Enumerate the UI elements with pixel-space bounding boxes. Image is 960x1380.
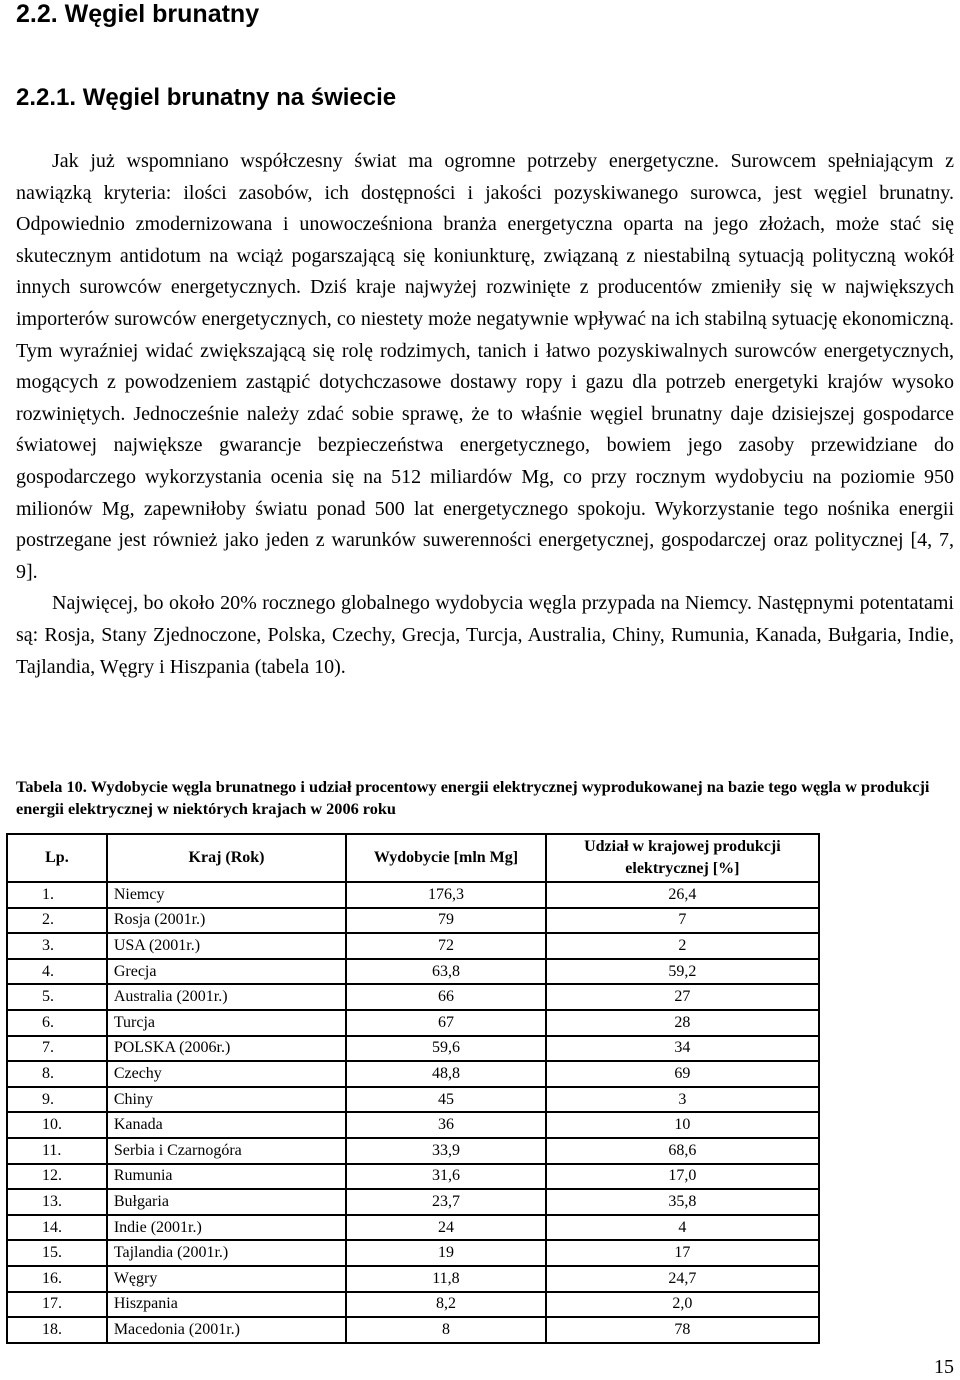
data-table [6, 833, 820, 1344]
cell-kraj: Rosja (2001r.) [107, 908, 346, 934]
table-row [7, 1266, 819, 1292]
table-row [7, 1061, 819, 1087]
cell-wydobycie: 48,8 [346, 1061, 546, 1087]
table-caption: Tabela 10. Wydobycie węgla brunatnego i udział procentowy energii elektrycznej wyprodukowanej na bazie tego węgla w produkcji energii elektrycznej w niektórych krajach w 2006 roku [16, 777, 930, 818]
cell-udzial: 3 [546, 1087, 819, 1113]
table-header-row [7, 834, 819, 882]
table-body [7, 882, 819, 1343]
cell-udzial: 2,0 [546, 1292, 819, 1318]
cell-udzial: 27 [546, 984, 819, 1010]
cell-kraj: Indie (2001r.) [107, 1215, 346, 1241]
cell-wydobycie: 8 [346, 1317, 546, 1343]
cell-udzial: 69 [546, 1061, 819, 1087]
cell-kraj: Rumunia [107, 1164, 346, 1190]
header-kraj: Kraj (Rok) [107, 834, 346, 882]
cell-wydobycie: 67 [346, 1010, 546, 1036]
cell-udzial: 28 [546, 1010, 819, 1036]
cell-wydobycie: 72 [346, 933, 546, 959]
cell-lp: 16. [7, 1266, 107, 1292]
section-heading: 2.2. Węgiel brunatny [16, 0, 260, 28]
cell-kraj: POLSKA (2006r.) [107, 1036, 346, 1062]
cell-kraj: Grecja [107, 959, 346, 985]
cell-kraj: Macedonia (2001r.) [107, 1317, 346, 1343]
cell-kraj: Chiny [107, 1087, 346, 1113]
cell-wydobycie: 176,3 [346, 882, 546, 908]
cell-udzial: 68,6 [546, 1138, 819, 1164]
table-row [7, 1240, 819, 1266]
cell-lp: 1. [7, 882, 107, 908]
cell-udzial: 10 [546, 1112, 819, 1138]
cell-kraj: Turcja [107, 1010, 346, 1036]
header-wydobycie: Wydobycie [mln Mg] [346, 834, 546, 882]
cell-wydobycie: 24 [346, 1215, 546, 1241]
header-udzial: Udział w krajowej produkcji elektrycznej [%] [546, 834, 819, 882]
body-text [16, 146, 954, 683]
cell-lp: 4. [7, 959, 107, 985]
cell-wydobycie: 8,2 [346, 1292, 546, 1318]
cell-kraj: Tajlandia (2001r.) [107, 1240, 346, 1266]
cell-kraj: Niemcy [107, 882, 346, 908]
cell-kraj: Węgry [107, 1266, 346, 1292]
cell-wydobycie: 31,6 [346, 1164, 546, 1190]
cell-wydobycie: 63,8 [346, 959, 546, 985]
cell-lp: 8. [7, 1061, 107, 1087]
cell-kraj: Hiszpania [107, 1292, 346, 1318]
cell-udzial: 26,4 [546, 882, 819, 908]
cell-lp: 10. [7, 1112, 107, 1138]
cell-udzial: 7 [546, 908, 819, 934]
cell-wydobycie: 45 [346, 1087, 546, 1113]
cell-lp: 12. [7, 1164, 107, 1190]
cell-kraj: Czechy [107, 1061, 346, 1087]
cell-lp: 3. [7, 933, 107, 959]
cell-wydobycie: 36 [346, 1112, 546, 1138]
cell-wydobycie: 11,8 [346, 1266, 546, 1292]
table-row [7, 1164, 819, 1190]
cell-wydobycie: 19 [346, 1240, 546, 1266]
cell-lp: 6. [7, 1010, 107, 1036]
table-row [7, 1138, 819, 1164]
table-row [7, 959, 819, 985]
cell-lp: 5. [7, 984, 107, 1010]
cell-udzial: 17,0 [546, 1164, 819, 1190]
cell-kraj: Australia (2001r.) [107, 984, 346, 1010]
table-row [7, 984, 819, 1010]
cell-wydobycie: 66 [346, 984, 546, 1010]
header-lp: Lp. [7, 834, 107, 882]
cell-lp: 11. [7, 1138, 107, 1164]
paragraph: Najwięcej, bo około 20% rocznego globalnego wydobycia węgla przypada na Niemcy. Następnymi potentatami są: Rosja, Stany Zjednoczone, Polska, Czechy, Grecja, Turcja, Australia, Chiny, Rumunia, Kanada, Bułgaria, Indie, Tajlandia, Węgry i Hiszpania (tabela 10). [16, 592, 954, 678]
cell-lp: 13. [7, 1189, 107, 1215]
cell-wydobycie: 23,7 [346, 1189, 546, 1215]
cell-lp: 14. [7, 1215, 107, 1241]
table-row [7, 1189, 819, 1215]
table-row [7, 1317, 819, 1343]
table-row [7, 1010, 819, 1036]
table-row [7, 1087, 819, 1113]
cell-kraj: Serbia i Czarnogóra [107, 1138, 346, 1164]
paragraph: Jak już wspomniano współczesny świat ma ogromne potrzeby energetyczne. Surowcem spełniającym z nawiązką kryteria: ilości zasobów, ich dostępności i jakości pozyskiwanego surowca, jest węgiel brunatny. Odpowiednio zmodernizowana i unowocześniona branża energetyczna oparta na jego złożach, może stać się skutecznym antidotum na wciąż pogarszającą się koniunkturę, związaną z niestabilną sytuacją polityczną wokół innych surowców energetycznych. Dziś kraje najwyżej rozwinięte z producentów zmieniły się w największych importerów surowców energetycznych, co niestety może negatywnie wpływać na ich stabilną sytuację ekonomiczną. Tym wyraźniej widać zwiększającą się rolę rodzimych, tanich i łatwo pozyskiwalnych surowców energetycznych, mogących z powodzeniem zastąpić dotychczasowe dostawy ropy i gazu dla potrzeb energetyki krajów wysoko rozwiniętych. Jednocześnie należy zdać sobie sprawę, że to właśnie węgiel brunatny daje dzisiejszej gospodarce światowej największe gwarancje bezpieczeństwa energetycznego, bowiem jego zasoby przewidziane do gospodarczego wykorzystania ocenia się na 512 miliardów Mg, co przy rocznym wydobyciu na poziomie 950 milionów Mg, zapewniłoby światu ponad 500 lat energetycznego spokoju. Wykorzystanie tego nośnika energii postrzegane jest również jako jeden z warunków suwerenności energetycznej, gospodarczej oraz politycznej [4, 7, 9]. [16, 150, 954, 583]
table-row [7, 908, 819, 934]
cell-kraj: Kanada [107, 1112, 346, 1138]
table-row [7, 1215, 819, 1241]
cell-lp: 17. [7, 1292, 107, 1318]
page-number: 15 [934, 1356, 954, 1378]
cell-wydobycie: 33,9 [346, 1138, 546, 1164]
cell-kraj: USA (2001r.) [107, 933, 346, 959]
cell-lp: 18. [7, 1317, 107, 1343]
cell-udzial: 78 [546, 1317, 819, 1343]
cell-kraj: Bułgaria [107, 1189, 346, 1215]
cell-udzial: 34 [546, 1036, 819, 1062]
cell-udzial: 24,7 [546, 1266, 819, 1292]
table-row [7, 882, 819, 908]
cell-wydobycie: 59,6 [346, 1036, 546, 1062]
cell-udzial: 59,2 [546, 959, 819, 985]
cell-wydobycie: 79 [346, 908, 546, 934]
cell-lp: 2. [7, 908, 107, 934]
cell-udzial: 2 [546, 933, 819, 959]
cell-lp: 9. [7, 1087, 107, 1113]
cell-udzial: 17 [546, 1240, 819, 1266]
table-row [7, 1036, 819, 1062]
table-row [7, 1292, 819, 1318]
cell-udzial: 35,8 [546, 1189, 819, 1215]
cell-lp: 7. [7, 1036, 107, 1062]
table-row [7, 933, 819, 959]
cell-udzial: 4 [546, 1215, 819, 1241]
cell-lp: 15. [7, 1240, 107, 1266]
subsection-heading: 2.2.1. Węgiel brunatny na świecie [16, 84, 397, 111]
table-row [7, 1112, 819, 1138]
